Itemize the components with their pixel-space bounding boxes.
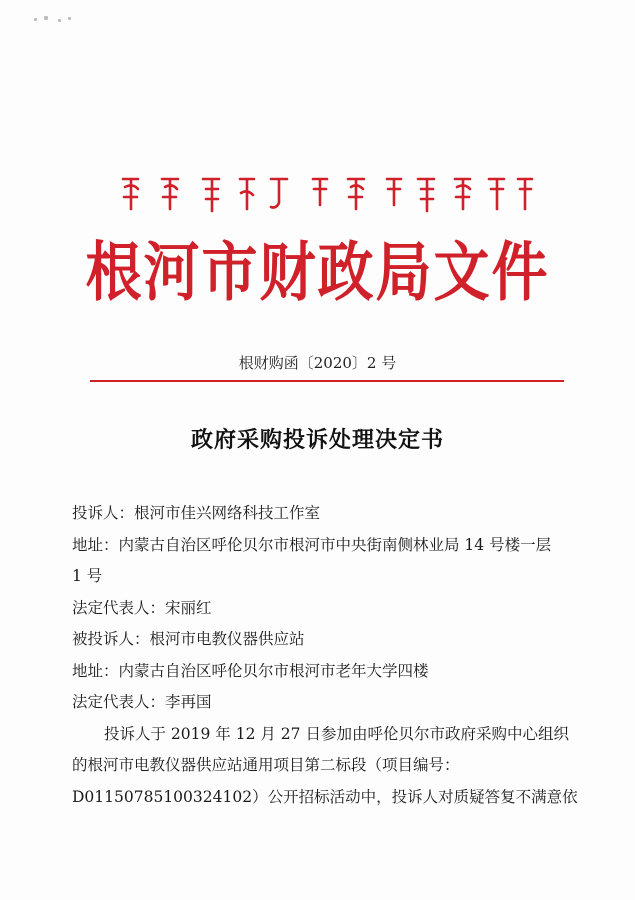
respondent-representative-line: 法定代表人：李再国 [72,693,212,711]
scan-speck [34,18,37,21]
scan-speck [44,16,48,20]
respondent-line: 被投诉人：根河市电教仪器供应站 [72,630,305,648]
issuer-title: 根河市财政局文件 [85,235,550,311]
paragraph-line: 的根河市电教仪器供应站通用项目第二标段（项目编号： [72,756,460,774]
document-title: 政府采购投诉处理决定书 [190,427,444,453]
scan-speck [58,19,61,22]
paragraph-line: 投诉人于 2019 年 12 月 27 日参加由呼伦贝尔市政府采购中心组织 [104,724,569,743]
paragraph-line: D01150785100324102）公开招标活动中，投诉人对质疑答复不满意依 [72,787,578,806]
red-divider [90,380,564,382]
mongolian-script-header [0,165,635,225]
scan-speck [68,17,71,20]
document-number: 根财购函〔2020〕2 号 [238,354,397,372]
complainant-address-cont: 1 号 [72,567,103,585]
document-body [72,498,578,813]
complainant-representative-line: 法定代表人：宋丽红 [72,598,212,617]
complainant-address-line: 地址：内蒙古自治区呼伦贝尔市根河市中央街南侧林业局 14 号楼一层 [72,535,552,554]
complainant-line: 投诉人：根河市佳兴网络科技工作室 [72,504,321,522]
respondent-address-line: 地址：内蒙古自治区呼伦贝尔市根河市老年大学四楼 [72,661,429,680]
